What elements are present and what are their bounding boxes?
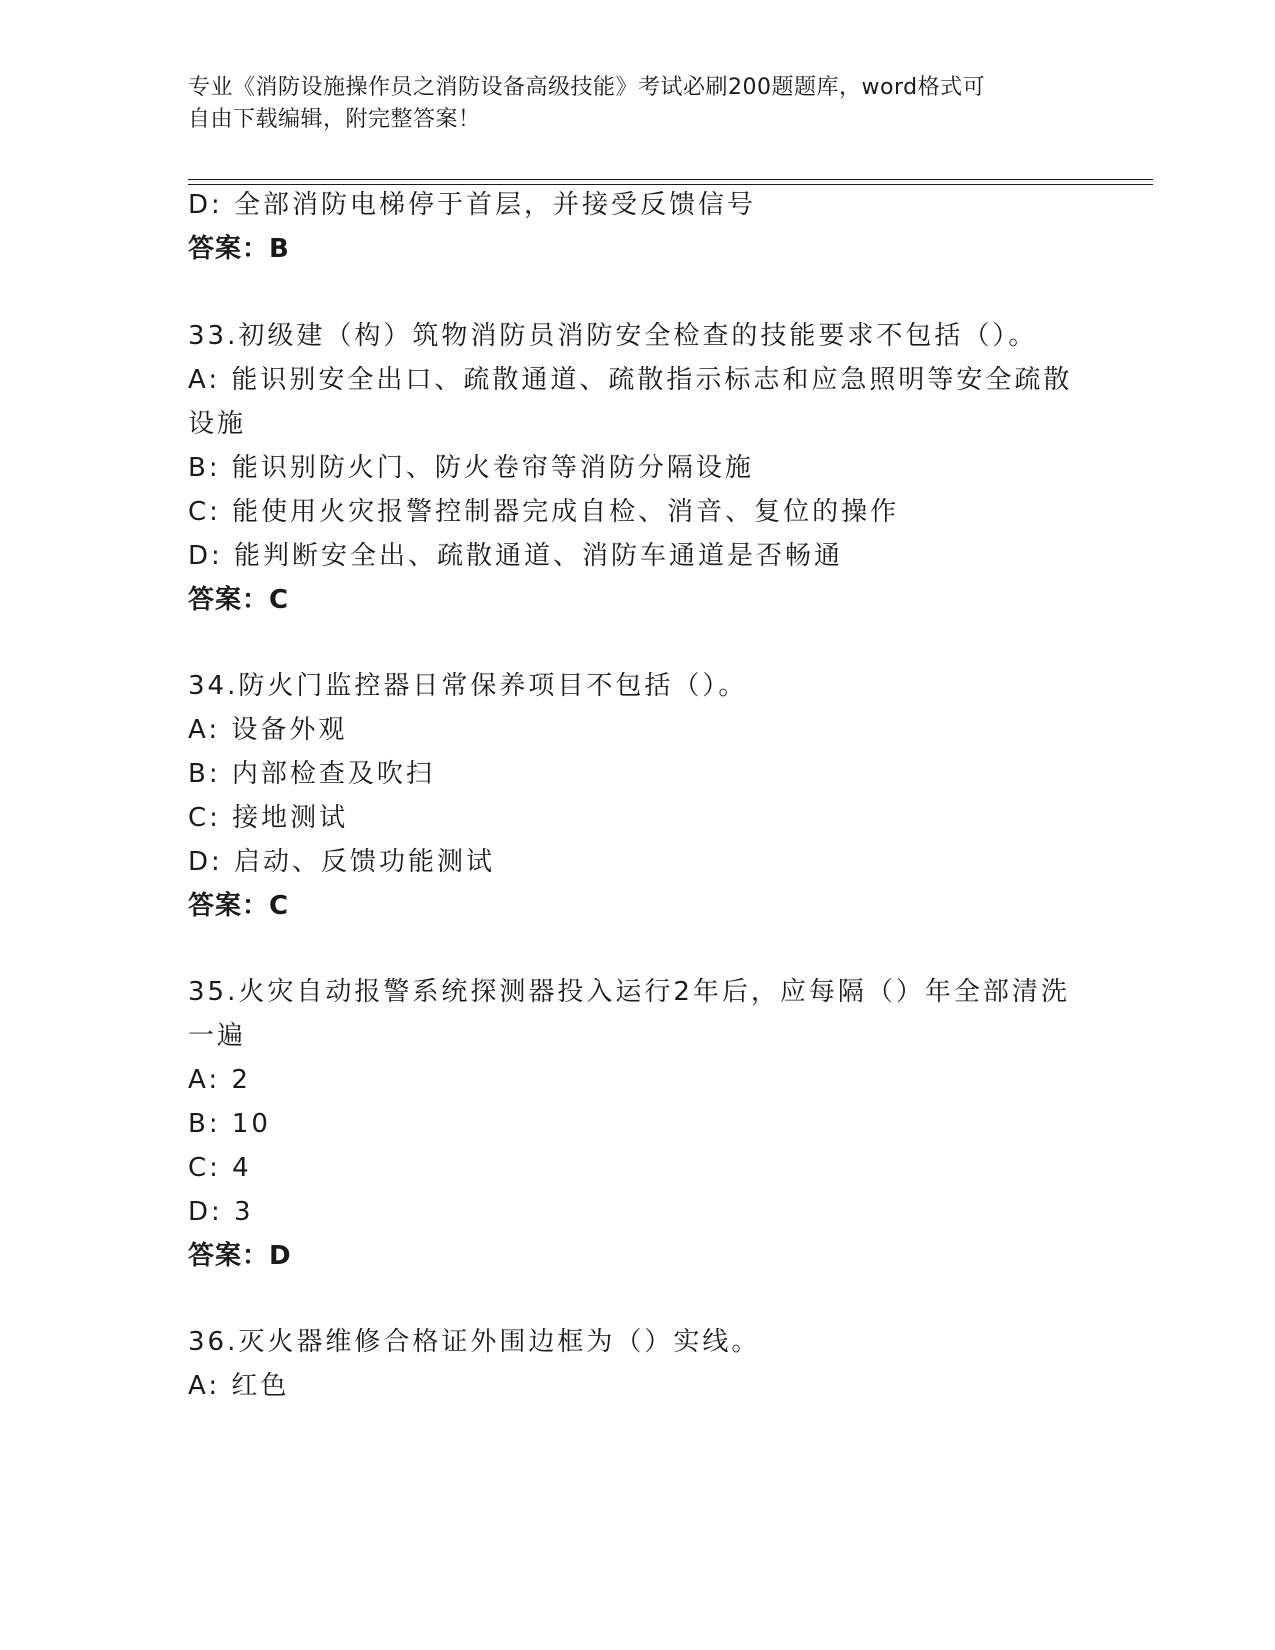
- q35-option-a: A: 2: [188, 1065, 251, 1095]
- header-divider-top: [188, 179, 1153, 180]
- q35-option-b: B: 10: [188, 1109, 271, 1139]
- header-divider-bottom: [188, 184, 1153, 185]
- q34-option-a: A: 设备外观: [188, 715, 348, 745]
- q35-stem-cont: 一遍: [188, 1021, 247, 1051]
- q35-answer: 答案：D: [188, 1241, 292, 1271]
- q32-answer: 答案：B: [188, 234, 290, 264]
- header-line-1: 专业《消防设施操作员之消防设备高级技能》考试必刷200题题库，word格式可: [188, 75, 986, 100]
- q34-answer: 答案：C: [188, 891, 290, 921]
- q35-stem: 35.火灾自动报警系统探测器投入运行2年后，应每隔（）年全部清洗: [188, 977, 1070, 1007]
- q34-option-c: C: 接地测试: [188, 803, 349, 833]
- q36-stem: 36.灭火器维修合格证外围边框为（）实线。: [188, 1327, 761, 1357]
- q33-option-c: C: 能使用火灾报警控制器完成自检、消音、复位的操作: [188, 497, 900, 527]
- q36-option-a: A: 红色: [188, 1371, 290, 1401]
- header-line-2: 自由下载编辑，附完整答案！: [188, 107, 481, 132]
- q33-option-d: D: 能判断安全出、疏散通道、消防车通道是否畅通: [188, 541, 844, 571]
- q33-stem: 33.初级建（构）筑物消防员消防安全检查的技能要求不包括（）。: [188, 321, 1038, 351]
- q34-option-d: D: 启动、反馈功能测试: [188, 847, 496, 877]
- q34-stem: 34.防火门监控器日常保养项目不包括（）。: [188, 671, 748, 701]
- q32-option-d: D: 全部消防电梯停于首层，并接受反馈信号: [188, 190, 757, 220]
- q33-answer: 答案：C: [188, 585, 290, 615]
- q35-option-c: C: 4: [188, 1153, 252, 1183]
- q34-option-b: B: 内部检查及吹扫: [188, 759, 435, 789]
- q33-option-a: A: 能识别安全出口、疏散通道、疏散指示标志和应急照明等安全疏散: [188, 365, 1073, 395]
- document-header: [188, 72, 1088, 136]
- q33-option-a-cont: 设施: [188, 409, 247, 439]
- q35-option-d: D: 3: [188, 1197, 254, 1227]
- q33-option-b: B: 能识别防火门、防火卷帘等消防分隔设施: [188, 453, 754, 483]
